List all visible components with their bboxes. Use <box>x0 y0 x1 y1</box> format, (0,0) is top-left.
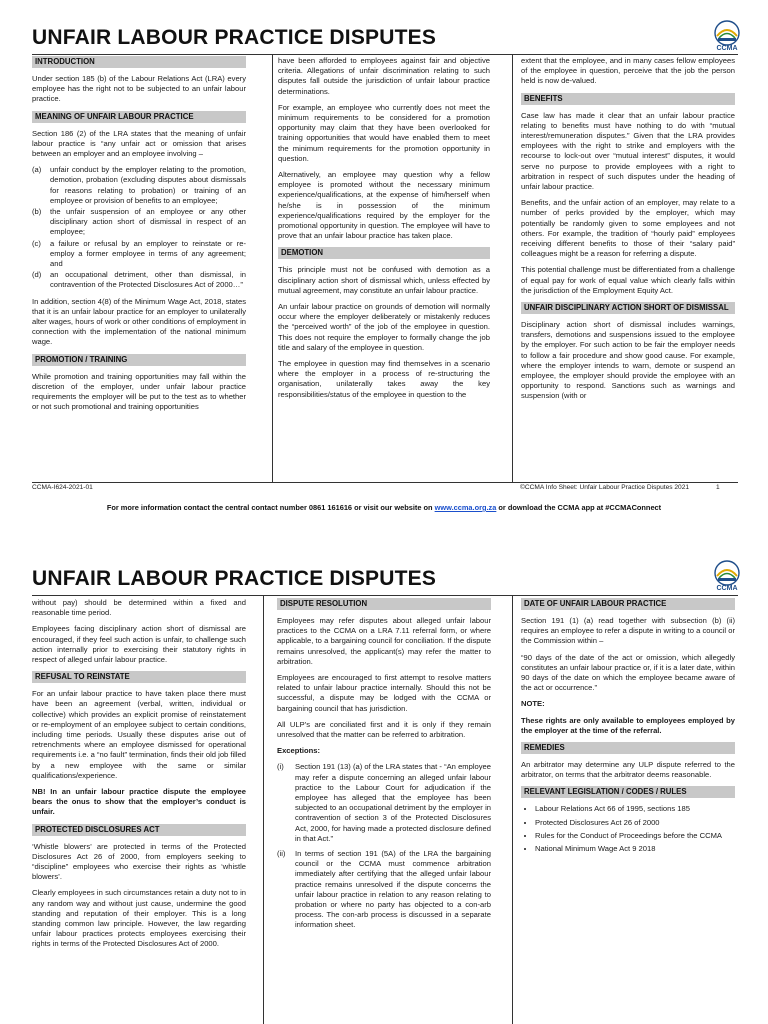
ccma-emblem-icon <box>710 20 744 46</box>
note-label: NOTE: <box>521 699 545 709</box>
nb-note: NB! In an unfair labour practice dispute the employee bears the onus to show that the employer’s conduct is unfair. <box>32 787 246 817</box>
legislation-list <box>521 804 735 854</box>
list-item: • Rules for the Conduct of Proceedings before the CCMA <box>535 831 735 841</box>
footer-copyright: ©CCMA Info Sheet: Unfair Labour Practice Disputes 2021 <box>520 484 690 491</box>
contact-text: For more information contact the central contact number 0861 161616 or visit our website on <box>106 503 433 512</box>
column-2 <box>278 56 490 481</box>
paragraph: Employees facing disciplinary action short of dismissal are encouraged, if they feel such action is unfair, to challenge such action internally prior to exercising their statutory rights in respect of alleged unfair labour practice. <box>32 624 246 665</box>
paragraph: In addition, section 4(8) of the Minimum Wage Act, 2018, states that it is an unfair labour practice for an employer to unilaterally alter wages, hours of work or other conditions of employment in connection with the implementation of the national minimum wage. <box>32 296 246 347</box>
column-3 <box>521 598 735 1024</box>
logo-text: CCMA <box>716 585 738 592</box>
section-heading: PROTECTED DISCLOSURES ACT <box>32 824 246 836</box>
contact-line <box>0 503 768 512</box>
paragraph: extent that the employee, and in many cases fellow employees of the employee in question, perceive that the job the person held is now de-valued. <box>521 56 735 86</box>
column-divider <box>272 54 273 482</box>
footer-rule <box>32 482 738 483</box>
contact-text-end: or download the CCMA app at #CCMAConnect <box>498 503 662 512</box>
title-rule <box>32 54 738 55</box>
website-link[interactable]: www.ccma.org.za <box>434 503 497 512</box>
section-heading: DISPUTE RESOLUTION <box>277 598 491 610</box>
section-heading: DEMOTION <box>278 247 490 259</box>
column-1 <box>32 56 246 481</box>
paragraph: This potential challenge must be differentiated from a challenge of equal pay for work of equal value which clearly falls within the jurisdiction of the Employment Equity Act. <box>521 265 735 295</box>
paragraph: While promotion and training opportunities may fall within the discretion of the employer, under unfair labour practice requirements the employer will be put to the test as to whether or not such promotional and training opportunities <box>32 371 246 412</box>
paragraph: Disciplinary action short of dismissal includes warnings, transfers, demotions and suspensions issued to the employee by the employer. For such action to be fair the employer needs to follow a fair procedure and show good cause. For example, where the employer intends to warn, demote or suspend an employee, the employer should provide the employee with an opportunity to respond. Sanctions such as warnings and suspension (with or <box>521 320 735 401</box>
paragraph: The employee in question may find themselves in a scenario where the employer in a process of re-structuring the organisation, unilaterally takes away the key responsibilities/status of the employee in question to the <box>278 359 490 399</box>
exceptions-label: Exceptions: <box>277 746 321 756</box>
list-item: (i) Section 191 (13) (a) of the LRA states that - “An employee may refer a dispute concerning an alleged unfair labour practice to the Labour Court for adjudication if the employee has alleged that the employee has been subjected to an occupational detriment by the employer in contravention of section 3 of the Protected Disclosures Act, 2000, for having made a protected disclosure defined in that Act.” <box>277 762 491 843</box>
column-3 <box>521 56 735 481</box>
paragraph: Clearly employees in such circumstances retain a duty not to in any random way and without just cause, undermine the good standing and reputation of their employer. This is a long standing common law principle. However, the law regarding unfair labour practices protects employees exercising their rights in terms of the Protected Disclosures Act of 2000. <box>32 888 246 949</box>
column-divider <box>512 595 513 1024</box>
section-heading: UNFAIR DISCIPLINARY ACTION SHORT OF DISMISSAL <box>521 302 735 314</box>
section-heading: PROMOTION / TRAINING <box>32 354 246 366</box>
paragraph: An unfair labour practice on grounds of demotion will normally occur where the employer deliberately or mistakenly reduces the “perceived worth” of the job of the employee in question. This does not require the employer to formally change the job title and salary of the employee in question. <box>278 302 490 352</box>
column-1 <box>32 598 246 1024</box>
paragraph: Employees are encouraged to first attempt to resolve matters related to unfair labour practice internally. Should this not be successful, a dispute may be lodged with the CCMA or bargaining council that has jurisdiction. <box>277 673 491 713</box>
page-2 <box>0 555 768 1024</box>
ccma-emblem-icon <box>710 560 744 586</box>
column-divider <box>263 595 264 1024</box>
list-item: (d) an occupational detriment, other than dismissal, in contravention of the Protected Disclosures Act of 2000…” <box>32 270 246 290</box>
paragraph: Section 186 (2) of the LRA states that the meaning of unfair labour practice is “any unfair act or omission that arises between an employer and an employee involving – <box>32 128 246 159</box>
lettered-list <box>32 165 246 290</box>
section-heading: REFUSAL TO REINSTATE <box>32 671 246 683</box>
title-rule <box>32 595 738 596</box>
paragraph: ‘Whistle blowers’ are protected in terms of the Protected Disclosures Act 26 of 2000, from employers seeking to “discipline” employees who exercise their rights as ‘whistle blowers’. <box>32 841 246 882</box>
paragraph: Alternatively, an employee may question why a fellow employee is promoted without the necessary minimum experience/qualifications, at the expense of him/herself when he/she is in possession of the minimum experience/qualifications required by the employer for the promotional opportunity in question. The employee will have to prove that an unfair labour practice has taken place. <box>278 170 490 241</box>
paragraph: An arbitrator may determine any ULP dispute referred to the arbitrator, on terms that the arbitrator deems reasonable. <box>521 760 735 780</box>
paragraph: Section 191 (1) (a) read together with subsection (b) (ii) requires an employee to refer a dispute in writing to a council or the Commission within – <box>521 616 735 646</box>
note-text: These rights are only available to employees employed by the employer at the time of the referral. <box>521 715 735 735</box>
paragraph: For example, an employee who currently does not meet the minimum requirements to be considered for a promotion opportunity may claim that they have been overlooked for training opportunities that would have enabled them to meet the minimum requirements for the promotion opportunity in question. <box>278 102 490 163</box>
section-heading: MEANING OF UNFAIR LABOUR PRACTICE <box>32 111 246 123</box>
section-heading: BENEFITS <box>521 93 735 105</box>
page-title: UNFAIR LABOUR PRACTICE DISPUTES <box>32 26 437 49</box>
page-title: UNFAIR LABOUR PRACTICE DISPUTES <box>32 567 437 590</box>
section-heading: REMEDIES <box>521 742 735 754</box>
paragraph: Under section 185 (b) of the Labour Relations Act (LRA) every employee has the right not to be subjected to an unfair labour practice. <box>32 74 246 104</box>
list-item: • National Minimum Wage Act 9 2018 <box>535 844 735 854</box>
column-2 <box>277 598 491 1024</box>
list-item: (c) a failure or refusal by an employer to reinstate or re-employ a former employee in terms of any agreement; and <box>32 238 246 269</box>
page-number: 1 <box>716 484 720 491</box>
paragraph: For an unfair labour practice to have taken place there must have been an agreement (verbal, written, individual or collective) which provides an explicit promise of reinstatement or re-employment of an employee subject to certain conditions, including time periods. Usually these disputes arise out of retrenchments where an employee dismissed for operational requirements i.e. a “no fault” termination, finds their old job filled by a new employee with the same or similar qualifications/experience. <box>32 689 246 780</box>
list-item: (ii) In terms of section 191 (5A) of the LRA the bargaining council or the CCMA must commence arbitration immediately after certifying that the alleged unfair labour practice remains unresolved if the dispute concerns the unfair labour practice in relation to any reason relating to probation or where no party has objected to a con-arb process. The con-arb process is discussed in a separate information sheet. <box>277 849 491 930</box>
section-heading: RELEVANT LEGISLATION / CODES / RULES <box>521 786 735 798</box>
roman-list <box>277 762 491 930</box>
paragraph: Benefits, and the unfair action of an employer, may relate to a number of perks provided by the employer, which may potentially be randomly given to some employees and not others. For example, the tradition of “hourly paid” employees receiving different benefits to those of their “salary paid” colleagues might be a reason for referring a dispute. <box>521 198 735 259</box>
list-item: • Protected Disclosures Act 26 of 2000 <box>535 818 735 828</box>
footer-code: CCMA-I624-2021-01 <box>32 484 93 491</box>
ccma-logo <box>705 20 749 52</box>
list-item: • Labour Relations Act 66 of 1995, sections 185 <box>535 804 735 814</box>
paragraph: “90 days of the date of the act or omission, which allegedly constitutes an unfair labour practice or, if it is a later date, within 90 days of the date on which the employee became aware of the act or occurrence.” <box>521 652 735 693</box>
list-item: (b) the unfair suspension of an employee or any other disciplinary action short of dismissal in respect of an employee; <box>32 207 246 237</box>
section-heading: INTRODUCTION <box>32 56 246 68</box>
paragraph: This principle must not be confused with demotion as a disciplinary action short of dismissal which, unless effected by mutual agreement, may constitute an unfair labour practice. <box>278 265 490 295</box>
column-divider <box>512 54 513 482</box>
paragraph: All ULP’s are conciliated first and it is only if they remain unresolved that the matter can be referred to arbitration. <box>277 719 491 740</box>
list-item: (a) unfair conduct by the employer relating to the promotion, demotion, probation (excluding disputes about dismissals for reasons relating to probation) or training of an employee or provision of benefits to an employee; <box>32 165 246 205</box>
paragraph: Case law has made it clear that an unfair labour practice relating to benefits must have nothing to do with “mutual interest/remuneration disputes.” Given that the LRA provides employees with the right to strike and employers with the recourse to lock-out over “mutual interest” disputes, it would serve no purpose to provide employees with a right to arbitration in respect of such disputes under the heading of unfair labour practice. <box>521 110 735 192</box>
paragraph: without pay) should be determined within a fixed and reasonable time period. <box>32 598 246 618</box>
paragraph: have been afforded to employees against fair and objective criteria. Allegations of unfair discrimination relating to such disputes fall outside the jurisdiction of unfair labour practice determinations. <box>278 56 490 96</box>
paragraph: Employees may refer disputes about alleged unfair labour practices to the CCMA on a LRA 7.11 referral form, or where applicable, to a bargaining council for conciliation. If the dispute remains unresolved, the applicant(s) may refer the matter to arbitration. <box>277 616 491 666</box>
ccma-logo <box>705 560 749 592</box>
section-heading: DATE OF UNFAIR LABOUR PRACTICE <box>521 598 735 610</box>
logo-text: CCMA <box>716 45 738 52</box>
